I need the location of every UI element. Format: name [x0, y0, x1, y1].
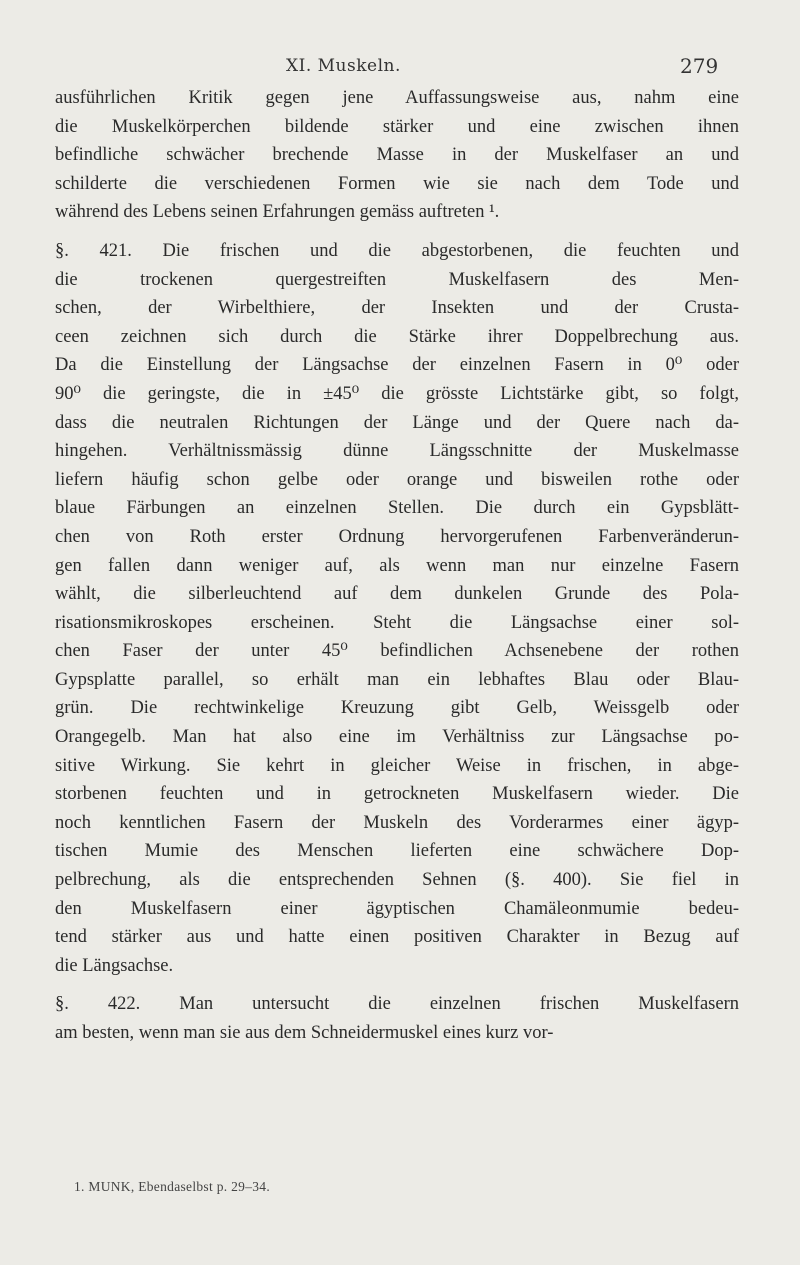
text-line: sitive Wirkung. Sie kehrt in gleicher Weise in frischen, in abge- [55, 755, 739, 776]
text-line: die Längsachse. [55, 955, 174, 976]
text-line: schilderte die verschiedenen Formen wie sie nach dem Tode und [55, 173, 739, 194]
text-line: am besten, wenn man sie aus dem Schneidermuskel eines kurz vor- [55, 1023, 554, 1043]
running-title: XI. Muskeln. [286, 56, 401, 76]
body-text [55, 84, 739, 1048]
text-line: gen fallen dann weniger auf, als wenn man nur einzelne Fasern [55, 555, 739, 576]
text-line: tischen Mumie des Menschen lieferten eine schwächere Dop- [55, 841, 739, 862]
text-line: blaue Färbungen an einzelnen Stellen. Die durch ein Gypsblätt- [55, 498, 739, 519]
text-line: Da die Einstellung der Längsachse der einzelnen Fasern in 0⁰ oder [55, 355, 739, 376]
text-line: schen, der Wirbelthiere, der Insekten und der Crusta- [55, 298, 739, 319]
text-line: noch kenntlichen Fasern der Muskeln des Vorderarmes einer ägyp- [55, 812, 739, 833]
text-line: §. 421. Die frischen und die abgestorbenen, die feuchten und [55, 240, 739, 261]
text-line: Orangegelb. Man hat also eine im Verhältniss zur Längsachse po- [55, 727, 739, 748]
text-line: dass die neutralen Richtungen der Länge und der Quere nach da- [55, 412, 739, 433]
text-line: die trockenen quergestreiften Muskelfasern des Men- [55, 269, 739, 290]
paragraph [55, 990, 739, 1047]
text-line: pelbrechung, als die entsprechenden Sehnen (§. 400). Sie fiel in [55, 870, 739, 891]
text-line: Gypsplatte parallel, so erhält man ein lebhaftes Blau oder Blau- [55, 669, 739, 690]
text-line: chen Faser der unter 45⁰ befindlichen Achsenebene der rothen [55, 641, 739, 662]
text-line: befindliche schwächer brechende Masse in der Muskelfaser an und [55, 145, 739, 166]
text-line: den Muskelfasern einer ägyptischen Chamäleonmumie bedeu- [55, 898, 739, 919]
text-line: chen von Roth erster Ordnung hervorgerufenen Farbenveränderun- [55, 526, 739, 547]
text-line: grün. Die rechtwinkelige Kreuzung gibt Gelb, Weissgelb oder [55, 698, 739, 719]
text-line: hingehen. Verhältnissmässig dünne Längsschnitte der Muskelmasse [55, 441, 739, 462]
text-line: storbenen feuchten und in getrockneten Muskelfasern wieder. Die [55, 784, 739, 805]
text-line: ceen zeichnen sich durch die Stärke ihrer Doppelbrechung aus. [55, 326, 739, 347]
paragraph [55, 237, 739, 980]
page-number: 279 [680, 54, 719, 78]
text-line: die Muskelkörperchen bildende stärker und eine zwischen ihnen [55, 116, 739, 137]
text-line: ausführlichen Kritik gegen jene Auffassungsweise aus, nahm eine [55, 88, 739, 108]
text-line: §. 422. Man untersucht die einzelnen frischen Muskelfasern [55, 994, 739, 1015]
text-line: liefern häufig schon gelbe oder orange und bisweilen rothe oder [55, 469, 739, 490]
text-line: 90⁰ die geringste, die in ±45⁰ die grösste Lichtstärke gibt, so folgt, [55, 383, 739, 404]
paragraph [55, 84, 739, 227]
text-line: während des Lebens seinen Erfahrungen gemäss auftreten ¹. [55, 202, 500, 223]
text-line: wählt, die silberleuchtend auf dem dunkelen Grunde des Pola- [55, 584, 739, 605]
text-line: risationsmikroskopes erscheinen. Steht die Längsachse einer sol- [55, 612, 739, 633]
text-line: tend stärker aus und hatte einen positiven Charakter in Bezug auf [55, 927, 739, 948]
footnote: 1. MUNK, Ebendaselbst p. 29–34. [74, 1179, 271, 1194]
